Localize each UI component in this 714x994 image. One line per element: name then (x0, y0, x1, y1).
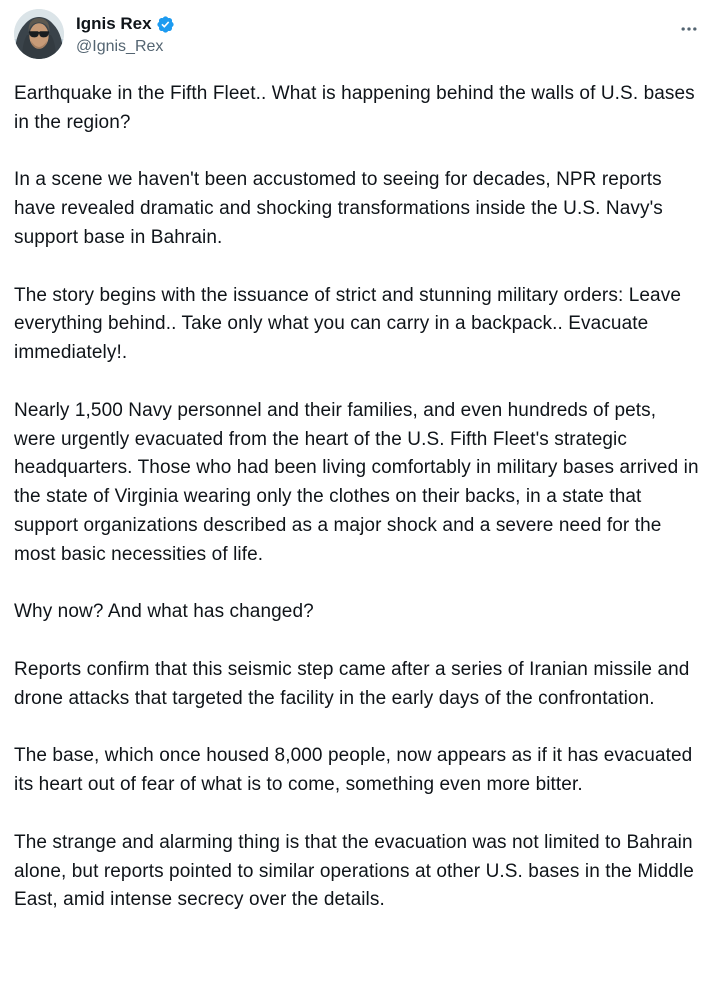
tweet-paragraph: Earthquake in the Fifth Fleet.. What is happening behind the walls of U.S. bases in the region? (14, 83, 695, 133)
tweet-paragraph: The story begins with the issuance of strict and stunning military orders: Leave everything behind.. Take only what you can carry in a backpack.. Evacuate immediately!. (14, 284, 681, 364)
profile-photo-man-sunglasses-hood-icon (14, 9, 64, 59)
tweet-header (0, 0, 714, 59)
tweet-paragraph: In a scene we haven't been accustomed to seeing for decades, NPR reports have revealed dramatic and shocking transformations inside the U.S. Navy's support base in Bahrain. (14, 169, 663, 248)
display-name-row (76, 13, 175, 35)
tweet-paragraph: Why now? And what has changed? (14, 601, 314, 623)
display-name[interactable]: Ignis Rex (76, 14, 152, 33)
tweet-paragraph: The strange and alarming thing is that the evacuation was not limited to Bahrain alone, but reports pointed to similar operations at other U.S. bases in the Middle East, amid intense secrecy over the details. (14, 831, 694, 911)
avatar[interactable] (14, 9, 64, 59)
user-handle[interactable]: @Ignis_Rex (76, 38, 164, 55)
tweet-paragraph: The base, which once housed 8,000 people, now appears as if it has evacuated its heart out of fear of what is to come, something even more bitter. (14, 745, 693, 796)
verified-badge-icon (156, 15, 175, 34)
more-button[interactable] (678, 18, 700, 40)
tweet-paragraph: Reports confirm that this seismic step came after a series of Iranian missile and drone attacks that targeted the facility in the early days of the confrontation. (14, 658, 690, 709)
user-names-block (76, 13, 175, 57)
tweet-paragraph: Nearly 1,500 Navy personnel and their families, and even hundreds of pets, were urgently evacuated from the heart of the U.S. Fifth Fleet's strategic headquarters. Those who had been living comfortably in military bases arrived in the state of Virginia wearing only the clothes on their backs, in a state that support organizations described as a major shock and a severe need for the most basic necessities of life. (14, 399, 699, 565)
more-horizontal-icon (679, 19, 699, 39)
tweet-text (14, 80, 700, 915)
